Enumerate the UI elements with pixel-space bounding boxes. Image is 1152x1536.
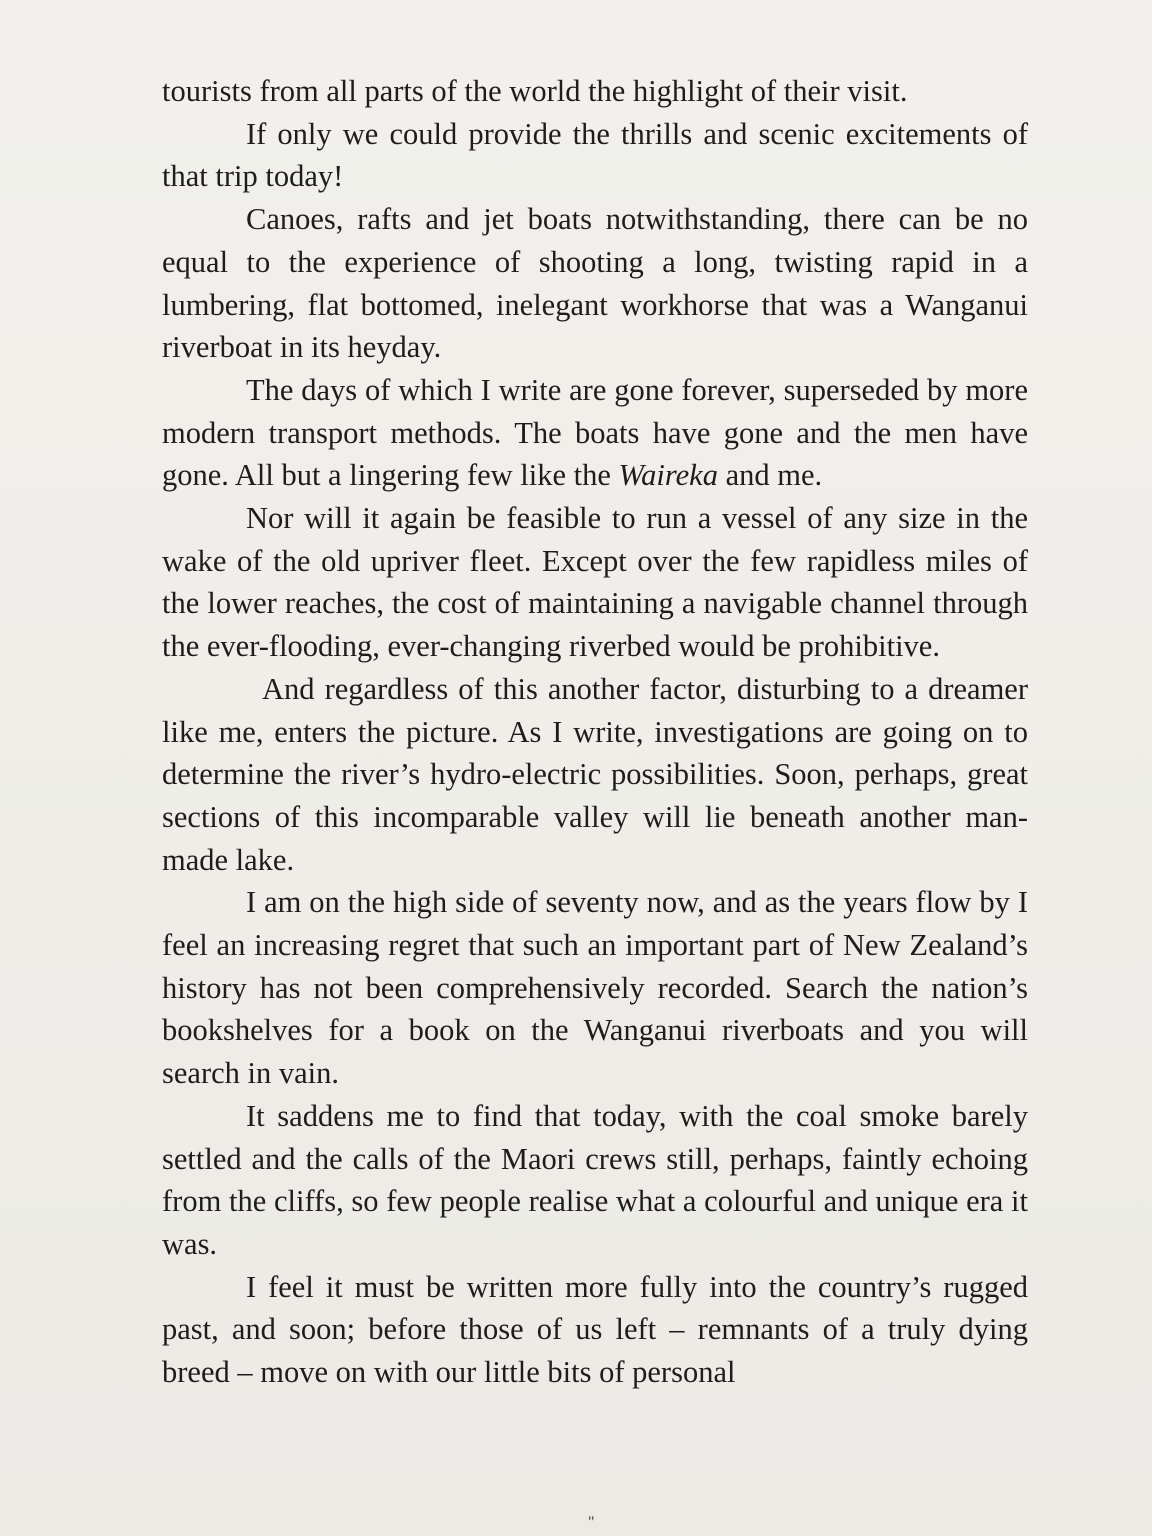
paragraph-regardless: And regardless of this another factor, disturbing to a dreamer like me, enters the picture. As I write, investigations are going on to determine the river’s hydro-electric possibilities. Soon, perhaps, great sections of this incomparable valley will lie beneath another man-made lake. [162,671,1028,877]
paragraph-feasible: Nor will it again be feasible to run a vessel of any size in the wake of the old upriver fleet. Except over the few rapidless miles of the lower reaches, the cost of maintaining a navigable channel through the ever-flooding, ever-changing riverbed would be prohibitive. [162,501,1028,664]
paragraph-days-gone [162,369,1028,497]
paragraph-days-gone-text: The days of which I write are gone forever, superseded by more modern transport methods. The boats have gone and the men have gone. All but a lingering few like the [162,372,1028,493]
page-number-fragment: " [588,1514,595,1531]
paragraph-written: I feel it must be written more fully into the country’s rugged past, and soon; before those of us left – remnants of a truly dying breed – move on with our little bits of personal [162,1269,1028,1390]
paragraph-days-gone-end: and me. [717,458,823,493]
book-page [162,70,1028,1510]
paragraph-continued: tourists from all parts of the world the highlight of their visit. [162,74,908,108]
paragraph-seventy: I am on the high side of seventy now, and as the years flow by I feel an increasing regret that such an important part of New Zealand’s history has not been comprehensively recorded. Search the nation’s bookshelves for a book on the Wanganui riverboats and you will search in vain. [162,885,1028,1091]
paragraph-canoes: Canoes, rafts and jet boats notwithstanding, there can be no equal to the experience of shooting a long, twisting rapid in a lumbering, flat bottomed, inelegant workhorse that was a Wanganui riverboat in its heyday. [162,202,1028,365]
paragraph-saddens: It saddens me to find that today, with the coal smoke barely settled and the calls of the Maori crews still, perhaps, faintly echoing from the cliffs, so few people realise what a colourful and unique era it was. [162,1098,1028,1261]
paragraph-thrills: If only we could provide the thrills and scenic excitements of that trip today! [162,116,1028,194]
boat-name-italic: Waireka [618,458,718,493]
